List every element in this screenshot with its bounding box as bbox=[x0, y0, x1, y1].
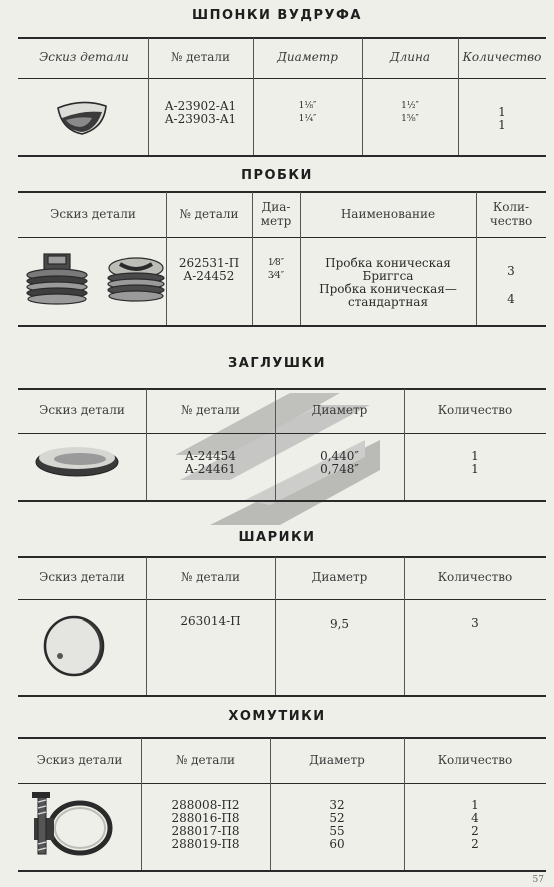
diameters: 9,5 bbox=[329, 617, 350, 631]
header-quantity: Коли- чество bbox=[489, 200, 533, 228]
table-rule bbox=[18, 37, 546, 39]
part-numbers: A-24454 A-24461 bbox=[185, 449, 236, 476]
header-quantity: Количество bbox=[462, 50, 542, 64]
table-rule bbox=[18, 695, 546, 697]
header-diameter: Диаметр bbox=[311, 403, 368, 417]
cap-sketch bbox=[34, 442, 120, 478]
table-rule bbox=[18, 500, 546, 502]
table-rule bbox=[18, 783, 546, 784]
section-title-caps: ЗАГЛУШКИ bbox=[228, 356, 326, 371]
header-part-number: № детали bbox=[170, 50, 231, 64]
header-part-number: № детали bbox=[179, 207, 239, 221]
header-diameter: Диа- метр bbox=[260, 200, 292, 228]
clamp-sketch bbox=[28, 788, 118, 860]
table-rule bbox=[18, 78, 546, 79]
header-diameter: Диаметр bbox=[311, 570, 368, 584]
section-title-balls: ШАРИКИ bbox=[238, 530, 316, 545]
woodruff-key-sketch bbox=[52, 98, 112, 140]
header-sketch: Эскиз детали bbox=[36, 753, 123, 767]
diameters: 1⁄8″ 3⁄4″ bbox=[267, 258, 285, 281]
diameters: 0,440″ 0,748″ bbox=[320, 449, 359, 476]
table-rule bbox=[18, 325, 546, 327]
header-name: Наименование bbox=[340, 207, 436, 221]
table-rule bbox=[18, 870, 546, 872]
section-title-woodruff-keys: ШПОНКИ ВУДРУФА bbox=[192, 8, 362, 23]
quantities: 1 4 2 2 bbox=[471, 798, 479, 851]
quantities: 1 1 bbox=[471, 449, 479, 476]
header-sketch: Эскиз детали bbox=[39, 50, 129, 64]
header-diameter: Диаметр bbox=[309, 753, 365, 767]
part-numbers: 263014-П bbox=[180, 614, 241, 628]
diameters: 32 52 55 60 bbox=[329, 798, 345, 851]
header-part-number: № детали bbox=[180, 403, 241, 417]
table-rule bbox=[18, 599, 546, 600]
plug-sketch bbox=[20, 248, 165, 308]
quantities: 1 1 bbox=[498, 105, 506, 132]
header-quantity: Количество bbox=[437, 403, 513, 417]
page-number: 57 bbox=[532, 875, 544, 885]
table-rule bbox=[18, 556, 546, 558]
names: Пробка коническая Бриггса Пробка коническая— стандартная bbox=[319, 256, 457, 309]
diameters: 1⅛″ 1¼″ bbox=[298, 101, 317, 124]
part-numbers: 288008-П2 288016-П8 288017-П8 288019-П8 bbox=[171, 798, 240, 851]
table-rule bbox=[18, 433, 546, 434]
header-diameter: Диаметр bbox=[277, 50, 338, 64]
ball-sketch bbox=[42, 614, 106, 678]
header-sketch: Эскиз детали bbox=[39, 570, 125, 584]
header-part-number: № детали bbox=[180, 570, 241, 584]
table-rule bbox=[18, 237, 546, 238]
section-title-plugs: ПРОБКИ bbox=[241, 168, 313, 183]
table-rule bbox=[18, 191, 546, 193]
lengths: 1½″ 1⅝″ bbox=[401, 101, 419, 124]
part-numbers: 262531-П A-24452 bbox=[178, 256, 240, 283]
header-part-number: № детали bbox=[175, 753, 236, 767]
table-rule bbox=[18, 737, 546, 739]
table-rule bbox=[18, 155, 546, 157]
part-numbers: A-23902-A1 A-23903-A1 bbox=[164, 99, 237, 126]
quantities: 3 bbox=[471, 616, 479, 630]
section-title-clamps: ХОМУТИКИ bbox=[228, 709, 326, 724]
header-sketch: Эскиз детали bbox=[50, 207, 136, 221]
header-length: Длина bbox=[389, 50, 431, 64]
header-sketch: Эскиз детали bbox=[39, 403, 125, 417]
quantities: 3 4 bbox=[507, 264, 515, 306]
table-rule bbox=[18, 388, 546, 390]
header-quantity: Количество bbox=[437, 753, 513, 767]
header-quantity: Количество bbox=[437, 570, 513, 584]
